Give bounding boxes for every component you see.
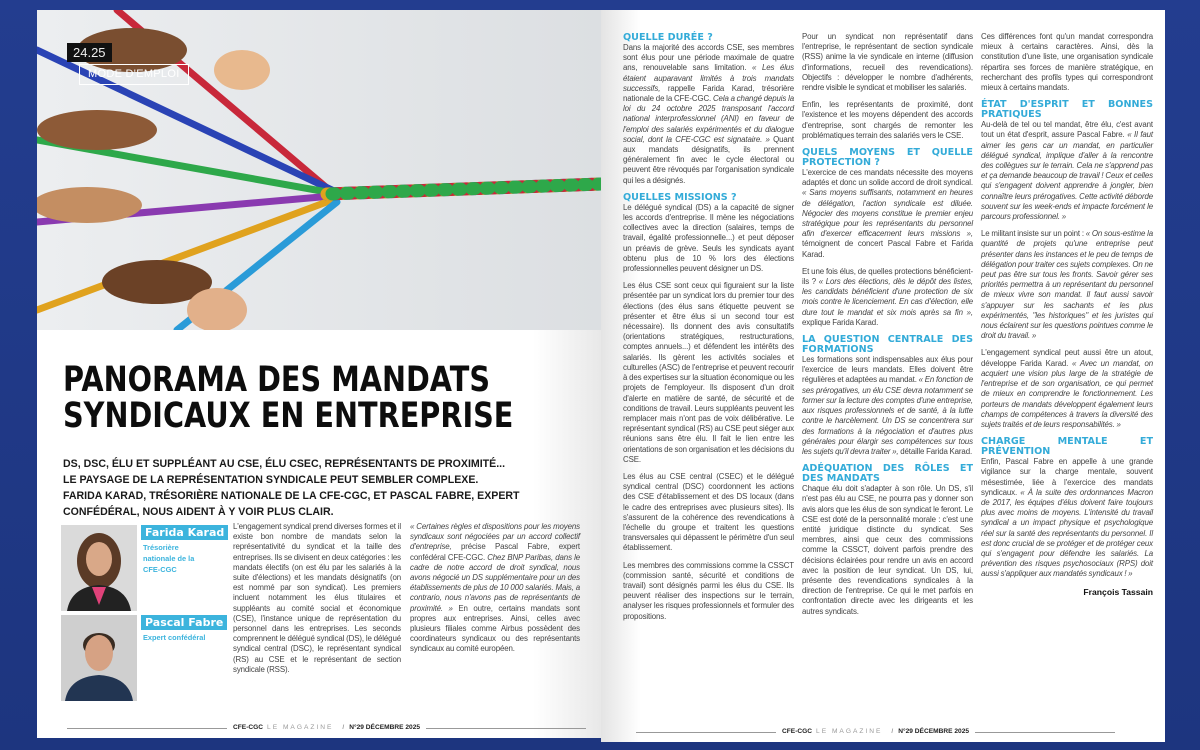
body-text: L'engagement syndical peut aussi être un atout, développe Farida Karad. — [981, 348, 1153, 368]
footer-rule — [426, 728, 586, 729]
standfirst-line: FARIDA KARAD, TRÉSORIÈRE NATIONALE DE LA CFE-CGC, ET PASCAL FABRE, EXPERT — [63, 490, 520, 502]
paragraph — [981, 32, 1153, 93]
quote-text: « Sans moyens suffisants, notamment en heures de délégation, l'action syndicale est diluée. Négocier des moyens constitue le premier enjeu stratégique pour les représentants du personnel afin d'exercer efficacement leurs missions », — [802, 188, 973, 239]
body-text: L'exercice de ces mandats nécessite des moyens adaptés et donc un solide accord de droit syndical. — [802, 168, 973, 188]
paragraph — [981, 348, 1153, 430]
avatar-farida-karad — [61, 525, 137, 611]
quote-text: « Avec un mandat, on acquiert une vision plus large de la stratégie de l'entreprise et de son organisation, ce qui permet de mieux en comprendre le fonctionnement. Les porteurs de mandats développent également leurs champs de compétences à travers la diversité des sujets traités et de leurs responsabilités. » — [981, 358, 1153, 429]
person-role: Trésorière nationale de la CFE-CGC — [143, 543, 195, 574]
section-heading: ÉTAT D'ESPRIT ET BONNES PRATIQUES — [981, 99, 1153, 121]
paragraph — [802, 355, 973, 457]
body-text: rappelle Farida Karad, trésorière nationale de la CFE-CGC. — [623, 83, 794, 104]
standfirst-line: LE PAYSAGE DE LA REPRÉSENTATION SYNDICALE PEUT SEMBLER COMPLEXE. — [63, 474, 479, 486]
section-heading: CHARGE MENTALE ET PRÉVENTION — [981, 436, 1153, 458]
paragraph — [802, 267, 973, 328]
body-text: Pour un syndicat non représentatif dans l'entreprise, le représentant de section syndicale (RSS) anime la vie syndicale en interne (diffusion d'informations, recueil des revendications). Objectifs : développer le nombre d'adhérents, rendre visible le syndicat et mobiliser les salariés. — [802, 32, 973, 93]
page-footer — [636, 728, 1115, 736]
section-label: MODE D'EMPLOI — [79, 64, 189, 85]
body-column — [981, 32, 1153, 580]
paragraph — [233, 522, 401, 675]
body-text: Les élus au CSE central (CSEC) et le délégué syndical central (DSC) coordonnent les actions des CSE d'établissement et des DS locaux (dans le cadre des entreprises avec plusieurs sites). Ils s'assurent de la cohérence des revendications à l'échelle du groupe et traitent les questions transversales qui dépassent le périmètre d'un seul établissement. — [623, 471, 794, 553]
paragraph — [802, 32, 973, 93]
section-number: 24.25 — [67, 43, 112, 62]
body-text: explique Farida Karad. — [802, 317, 879, 327]
footer-rule — [636, 732, 776, 733]
left-page — [37, 10, 601, 738]
quote-text: Chez BNP Paribas, dans le cadre de notre accord de droit syndical, nous avons négocié un DS supplémentaire pour un des établissements de plus de 10 000 salariés. Mais, a contrario, nous n'avons pas de représentants de proximité. » — [410, 552, 580, 613]
body-text: précise Pascal Fabre, expert confédéral CFE-CGC. — [410, 542, 580, 562]
footer-brand: CFE-CGC — [233, 724, 264, 731]
footer-brand: CFE-CGC — [782, 728, 813, 735]
body-text: Enfin, les représentants de proximité, dont l'existence et les moyens dépendent des accords d'entreprise, sont chargés de remonter les problématiques terrain des salariés vers le CSE. — [802, 100, 973, 140]
quote-text: « Les élus étaient auparavant limités à trois mandats successifs, — [623, 63, 795, 93]
section-heading: LA QUESTION CENTRALE DES FORMATIONS — [802, 334, 973, 356]
section-heading: ADÉQUATION DES RÔLES ET DES MANDATS — [802, 463, 973, 485]
paragraph — [410, 522, 580, 655]
standfirst-line: CONFÉDÉRAL, NOUS AIDENT À Y VOIR PLUS CLAIR. — [63, 506, 334, 518]
quote-text: « On sous-estime la quantité de projets qu'une entreprise peut présenter dans les instances et le peu de temps de délégation pour traiter ces sujets complexes. On ne peut pas être sur tous les fronts. Savoir gérer ses priorités permettra à un représentant du personnel de mieux vivre son mandat. Il faut aussi savoir s'appuyer sur les sachants et les plus expérimentés, "les historiques" et les juristes qui nous éclairent sur les questions pointues comme le droit du travail. » — [981, 229, 1153, 341]
body-text: Les membres des commissions comme la CSSCT (commission santé, sécurité et conditions de travail) sont désignés parmi les élus du CSE. Ils peuvent réaliser des inspections sur le terrain, analyser les risques professionnels et formuler des propositions. — [623, 560, 794, 621]
avatar-pascal-fabre — [61, 615, 137, 701]
paragraph — [981, 457, 1153, 579]
footer-issue: N°29 DÉCEMBRE 2025 — [898, 728, 970, 735]
body-text: Les élus CSE sont ceux qui figuraient sur la liste présentée par un syndicat lors du premier tour des élections (des élus sans étiquette peuvent se présenter et être élus si un second tour est nécessaire). Ils donnent des avis consultatifs (orientations stratégiques, restructurations, comptes annuels...) et défendent les intérêts des salariés. Ils gèrent les activités sociales et culturelles (ASC) de l'entreprise et peuvent recourir à des expertises sur la situation économique ou les projets de l'employeur. Ils disposent d'un droit d'alerte en matière de santé, de sécurité et de conditions de travail. Leurs suppléants peuvent les remplacer mais n'ont pas de voix délibérative. Le représentant syndical (RS) au CSE peut siéger aux réunions sans être élu. Il fait le lien entre les orientations de son organisation et les décisions du CSE. — [623, 281, 794, 464]
section-heading: QUELLE DURÉE ? — [623, 32, 713, 43]
body-column-wrapper — [981, 32, 1153, 598]
body-text: témoignent de concert Pascal Fabre et Farida Karad. — [802, 239, 973, 259]
paragraph — [981, 229, 1153, 341]
paragraph — [623, 203, 794, 274]
title-line: SYNDICAUX EN ENTREPRISE — [63, 396, 514, 436]
paragraph — [802, 168, 973, 260]
body-text: Au-delà de tel ou tel mandat, être élu, c'est avant tout un état d'esprit, assure Pascal Fabre. — [981, 120, 1153, 140]
body-text: Enfin, Pascal Fabre en appelle à une grande vigilance sur la charge mentale, souvent mésestimée, liée à l'exercice des mandats syndicaux. — [981, 457, 1153, 497]
footer-rule — [975, 732, 1115, 733]
person-name: Farida Karad — [141, 525, 228, 540]
quote-text: « À la suite des ordonnances Macron de 2017, les équipes d'élus doivent faire toujours plus avec moins de moyens. L'intensité du travail syndical a un impact physique et psychologique réel sur la santé des représentants du personnel. Il est donc crucial de se protéger et de protéger ceux qui s'engagent pour défendre les salariés. La prévention des risques psychosociaux (RPS) doit aussi s'appliquer aux mandatés syndicaux ! » — [981, 487, 1153, 579]
body-column — [410, 522, 580, 662]
paragraph — [802, 100, 973, 141]
paragraph — [981, 120, 1153, 222]
quote-text: « Il faut aimer les gens car un mandat, en particulier délégué syndical, implique d'aller à la rencontre des collègues sur le terrain. Cela ne s'apprend pas et ça demande beaucoup de travail ! Ceux et celles qui s'engagent doivent apprendre à jongler, bien connaître leurs prérogatives. Cette activité déborde souvent sur les week-ends et impacte forcément le parcours professionnel. » — [981, 130, 1153, 222]
footer-separator: / — [342, 724, 345, 731]
body-text: détaille Farida Karad. — [900, 446, 973, 456]
footer-separator: / — [891, 728, 894, 735]
body-text: Ces différences font qu'un mandat correspondra mieux à certains caractères. Ainsi, dès la constitution d'une liste, une organisation syndicale répartira ses forces de manière stratégique, en recherchant des profils types qui correspondront mieux à certains mandats. — [981, 32, 1153, 93]
paragraph — [623, 43, 794, 186]
body-column — [623, 32, 794, 629]
quote-text: « Certaines règles et dispositions pour les moyens syndicaux sont négociées par un accord collectif d'entreprise, — [410, 522, 580, 552]
title-line: PANORAMA DES MANDATS — [63, 360, 491, 400]
standfirst-line: DS, DSC, ÉLU ET SUPPLÉANT AU CSE, ÉLU CSEC, REPRÉSENTANTS DE PROXIMITÉ... — [63, 458, 506, 470]
body-text: Les formations sont indispensables aux élus pour l'exercice de leurs mandats. Elles doivent être régulières et adaptées au mandat. — [802, 355, 973, 385]
footer-rule — [67, 728, 227, 729]
body-text: Le militant insiste sur un point : — [981, 229, 1086, 239]
author-signature: François Tassain — [1083, 586, 1153, 597]
article-title — [63, 362, 513, 434]
page-footer — [67, 724, 586, 732]
body-text: L'engagement syndical prend diverses formes et il existe bon nombre de mandats selon la représentativité du syndicat et la taille des entreprises. Ils se divisent en deux catégories : les mandats électifs (on est élu par les salariés à la suite d'élections) et les mandats désignatifs (on est nommé par son syndicat). Les premiers incluent notamment les élus titulaires et suppléants au comité social et économique (CSE), l'instance unique de représentation du personnel dans les entreprises. Les seconds comprennent le délégué syndical (DS), le délégué syndical central (DSC), le représentant syndical (RS) au CSE et le représentant de section syndicale (RSS). — [233, 522, 401, 674]
body-column — [233, 522, 401, 682]
paragraph — [623, 561, 794, 622]
ropes-hands-photo — [37, 10, 601, 330]
footer-issue: N°29 DÉCEMBRE 2025 — [349, 724, 421, 731]
quote-text: « Lors des élections, dès le dépôt des listes, les candidats bénéficient d'une protection de six mois contre le licenciement. En cas d'élection, elle dure tout le mandat et six mois après sa fin », — [802, 277, 974, 317]
body-text: Et une fois élus, de quelles protections bénéficient-ils ? — [802, 266, 973, 287]
body-text: Chaque élu doit s'adapter à son rôle. Un DS, s'il n'est pas élu au CSE, ne pourra pas y donner son avis alors que les élus de son syndicat le feront. Le CSE est doté de la personnalité morale : c'est une entité juridique distincte du syndicat. Ses membres, ainsi que ceux des commissions comme la CSSCT, doivent parfois prendre des décisions éclairées pour rendre un avis en accord avec la position de leur syndicat. Un DS, lui, présente des revendications syndicales à la direction de l'entreprise. Ce qui le met parfois en confrontation directe avec les dirigeants et les autres syndicats. — [802, 484, 973, 616]
section-heading: QUELLES MISSIONS ? — [623, 191, 737, 203]
quote-text: « En fonction de ses prérogatives, un élu CSE devra notamment se former sur la lecture des comptes d'une entreprise, aux risques professionnels et de santé, à la lutte contre le harcèlement. Un DS se concentrera sur des formations à la négociation et d'autres plus générales pour élargir ses compétences sur tous les sujets qu'il devra traiter », — [802, 375, 973, 456]
paragraph — [623, 281, 794, 465]
footer-magazine: LE MAGAZINE — [267, 724, 334, 731]
right-page — [601, 10, 1165, 742]
standfirst — [63, 456, 520, 520]
person-role: Expert confédéral — [143, 633, 206, 642]
paragraph — [623, 472, 794, 554]
person-name: Pascal Fabre — [141, 615, 227, 630]
body-text: Dans la majorité des accords CSE, ses membres sont élus pour une période maximale de quatre ans, renouvelable sans limitation. — [623, 43, 794, 73]
body-text: Le délégué syndical (DS) a la capacité de signer les accords d'entreprise. Il mène les négociations collectives avec la direction (salaires, temps de travail, égalité professionnelle...) et peut déposer un préavis de grève. Seuls les syndicats ayant obtenu plus de 10 % lors des élections professionnelles peuvent désigner un DS. — [623, 202, 794, 274]
quote-text: Cela a changé depuis la loi du 24 octobre 2025 transposant l'accord national interprofessionnel (ANI) en faveur de l'emploi des salariés expérimentés et du dialogue social, dont la CFE-CGC est signataire. » — [623, 94, 794, 144]
body-text: Quant aux mandats désignatifs, ils prennent généralement fin avec le cycle électoral ou peuvent être révoqués par l'organisation syndicale qui les a désignés. — [623, 134, 795, 185]
body-column — [802, 32, 973, 624]
footer-magazine: LE MAGAZINE — [816, 728, 883, 735]
body-text: En outre, certains mandats sont propres aux entreprises. Ainsi, celles avec plusieurs filiales comme Airbus possèdent des coordinateurs syndicaux ou des représentants syndicaux au comité européen. — [410, 603, 580, 654]
section-heading: QUELS MOYENS ET QUELLE PROTECTION ? — [802, 147, 973, 169]
paragraph — [802, 484, 973, 617]
